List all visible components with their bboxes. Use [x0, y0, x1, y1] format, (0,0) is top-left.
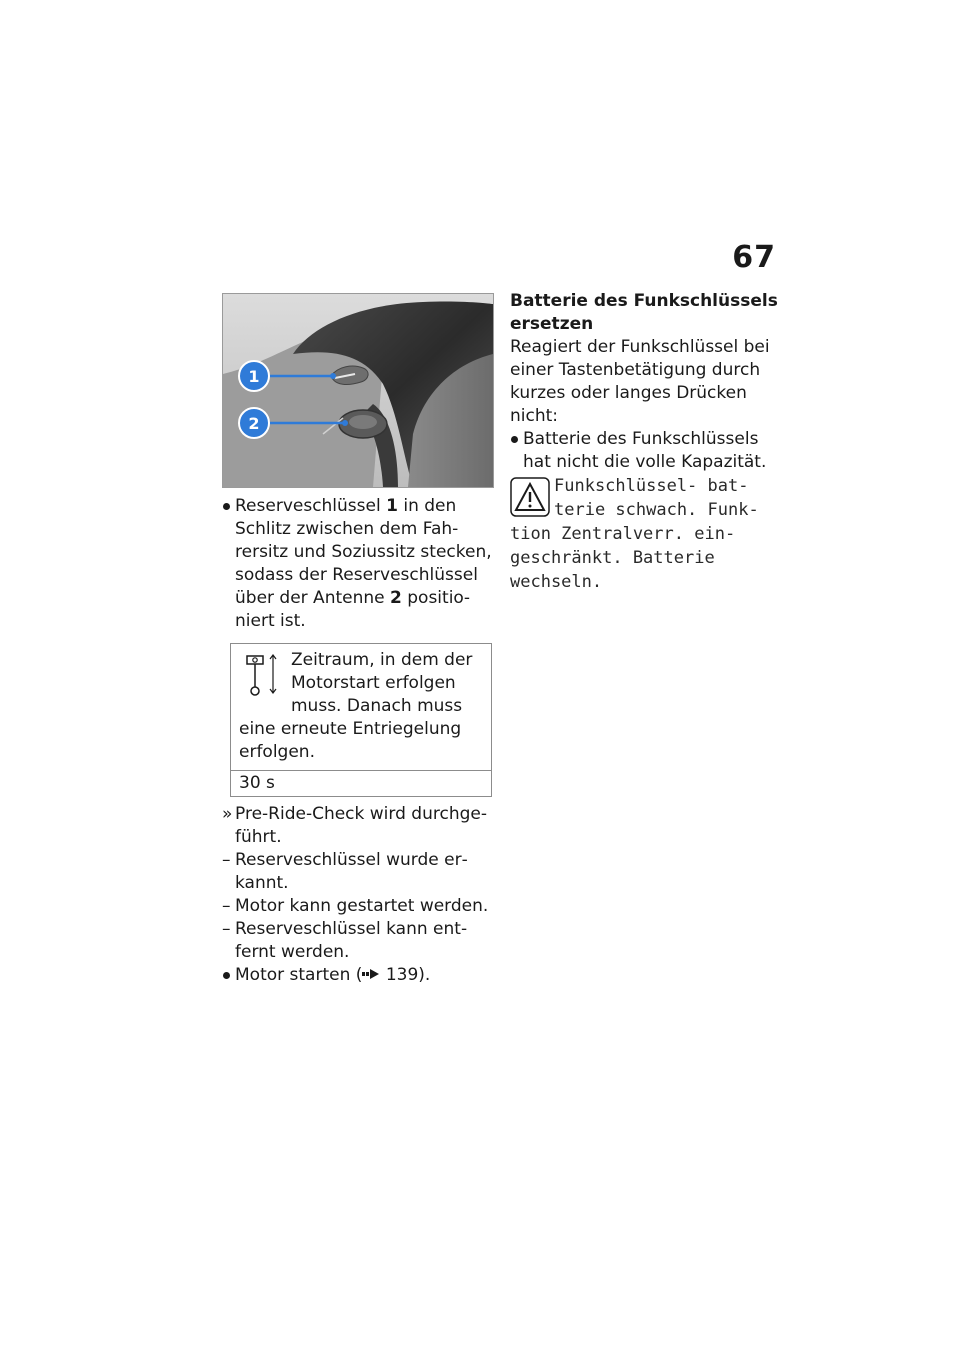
result-marker: – — [222, 850, 231, 870]
result-item — [222, 918, 494, 964]
bullet-dot-icon — [223, 503, 230, 510]
result-marker: » — [222, 804, 233, 824]
seat-illustration — [223, 294, 493, 487]
right-column — [510, 290, 782, 594]
start-engine-text: Motor starten ( — [235, 965, 363, 985]
result-item — [222, 803, 494, 849]
ref-callout-2: 2 — [390, 588, 402, 608]
bullet-dot-icon — [223, 972, 230, 979]
warning-text: Funkschlüssel- batterie schwach. Funktion Zentralverr. eingeschränkt. Batterie wechseln. — [510, 476, 759, 592]
bullet-item — [510, 428, 782, 474]
step-text-c: positioniert ist. — [235, 588, 470, 631]
ref-callout-1: 1 — [386, 496, 398, 516]
step-text-b: in den Schlitz zwischen dem Fahrersitz und Soziussitz stecken, sodass der Reserveschlüssel über der Antenne — [235, 496, 492, 608]
result-text: Pre-Ride-Check wird durchgeführt. — [235, 804, 487, 847]
display-warning-message — [510, 474, 782, 594]
left-column — [222, 293, 494, 987]
result-text: Reserveschlüssel wurde erkannt. — [235, 850, 468, 893]
callout-2: 2 — [248, 414, 260, 433]
page-reference-link[interactable]: 139 — [385, 965, 419, 985]
time-window-infobox — [230, 643, 492, 797]
figure-seat-slot — [222, 293, 494, 488]
infobox-value: 30 s — [231, 770, 491, 796]
step-text-a: Reserveschlüssel — [235, 496, 387, 516]
result-marker: – — [222, 919, 231, 939]
intro-text: Reagiert der Funkschlüssel bei einer Tastenbetätigung durch kurzes oder langes Drücken nicht: — [510, 337, 770, 426]
warning-triangle-icon — [510, 477, 550, 517]
start-engine-text-end: ). — [418, 965, 431, 985]
page-reference-arrow-icon — [362, 968, 380, 980]
step-insert-key — [222, 495, 494, 633]
result-text: Motor kann gestartet werden. — [235, 896, 489, 916]
infobox-text: Zeitraum, in dem der Motorstart erfolgen muss. Danach muss eine erneute Entriegelung erfolgen. — [239, 650, 473, 762]
bullet-dot-icon — [511, 436, 518, 443]
page-number: 67 — [732, 240, 776, 275]
result-marker: – — [222, 896, 231, 916]
result-item — [222, 895, 494, 918]
result-item — [222, 849, 494, 895]
result-text: Reserveschlüssel kann entfernt werden. — [235, 919, 468, 962]
bullet-text: Batterie des Funkschlüssels hat nicht die volle Kapazität. — [523, 429, 767, 472]
step-start-engine — [222, 964, 494, 987]
section-heading: Batterie des Funkschlüssels ersetzen — [510, 291, 778, 334]
stopwatch-icon — [245, 653, 281, 697]
callout-1: 1 — [248, 367, 260, 386]
